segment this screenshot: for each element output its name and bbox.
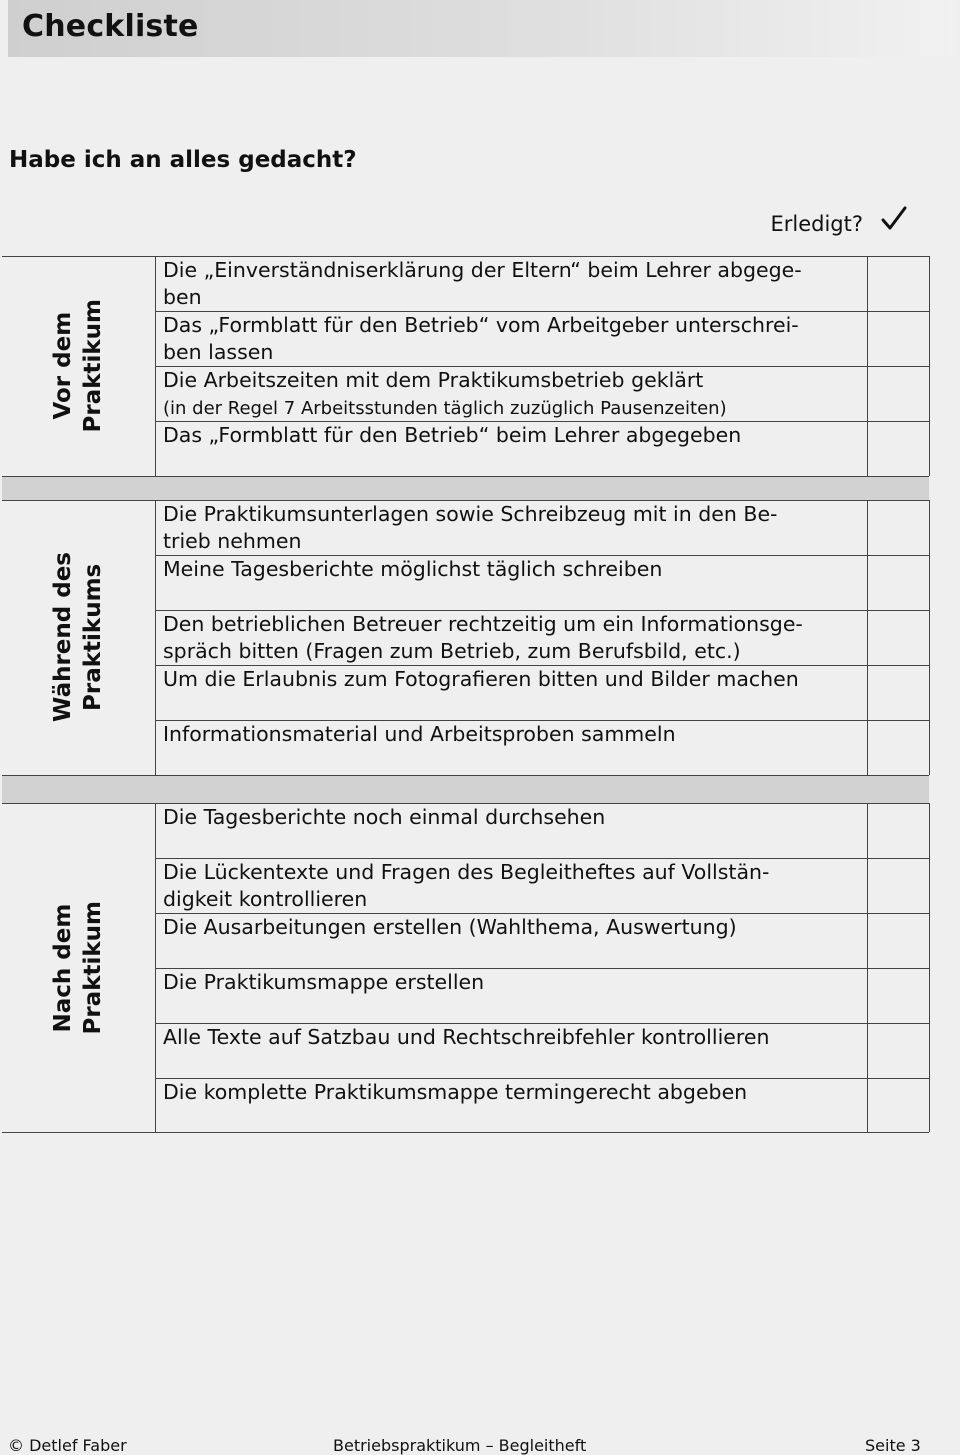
done-checkbox[interactable]	[868, 1024, 929, 1078]
done-checkbox[interactable]	[868, 1079, 929, 1133]
checklist-item-text: Alle Texte auf Satzbau und Rechtschreibfehler kontrollieren	[163, 1024, 770, 1049]
footer-title: Betriebspraktikum – Begleitheft	[333, 1436, 587, 1455]
done-checkbox[interactable]	[868, 969, 929, 1023]
checklist-item-text: Die Arbeitszeiten mit dem Praktikumsbetrieb geklärt	[163, 367, 704, 392]
checklist-item-text: Die Praktikumsunterlagen sowie Schreibzeug mit in den Be- trieb nehmen	[163, 502, 778, 553]
done-checkbox[interactable]	[868, 721, 929, 775]
phase-label	[3, 803, 153, 1132]
table-right-border	[929, 803, 930, 1132]
checkmark-icon	[880, 205, 908, 233]
checklist-item-text: Den betrieblichen Betreuer rechtzeitig um ein Informationsge- spräch bitten (Fragen zum Betrieb, zum Berufsbild, etc.)	[163, 611, 803, 663]
checklist-item-text: Die Tagesberichte noch einmal durchsehen	[163, 805, 606, 829]
checklist-item	[163, 422, 861, 449]
done-checkbox[interactable]	[868, 666, 929, 720]
checklist-item	[163, 859, 861, 913]
table-right-border	[929, 256, 930, 476]
checklist-item-text: Meine Tagesberichte möglichst täglich schreiben	[163, 556, 663, 581]
checklist-item	[163, 1079, 861, 1106]
checklist-item	[163, 804, 861, 831]
done-checkbox[interactable]	[868, 556, 929, 610]
done-checkbox[interactable]	[868, 611, 929, 665]
checklist-item	[163, 501, 861, 555]
footer-page-number: Seite 3	[865, 1436, 921, 1455]
done-column-label: Erledigt?	[770, 212, 863, 236]
checklist-item-text: Informationsmaterial und Arbeitsproben sammeln	[163, 721, 676, 746]
table-right-border	[929, 500, 930, 775]
checklist-item	[163, 1024, 861, 1051]
done-checkbox[interactable]	[868, 914, 929, 968]
checklist-item-text: Die Praktikumsmappe erstellen	[163, 969, 485, 994]
section-separator	[2, 776, 929, 804]
checklist-item	[163, 257, 861, 311]
done-checkbox[interactable]	[868, 501, 929, 555]
checklist-item-text: Um die Erlaubnis zum Fotografieren bitten und Bilder machen	[163, 666, 799, 691]
done-checkbox[interactable]	[868, 312, 929, 366]
checklist-item-note: (in der Regel 7 Arbeitsstunden täglich zuzüglich Pausenzeiten)	[163, 397, 727, 419]
checklist-item-text: Die komplette Praktikumsmappe termingerecht abgeben	[163, 1079, 748, 1104]
checklist-item	[163, 969, 861, 996]
phase-label	[3, 500, 153, 775]
done-checkbox[interactable]	[868, 859, 929, 913]
checklist-item-text: Die Lückentexte und Fragen des Begleitheftes auf Vollstän- digkeit kontrollieren	[163, 859, 770, 911]
section-bottom-border	[2, 1132, 929, 1133]
checklist-item	[163, 666, 861, 693]
phase-label-text: Vor dem Praktikum	[50, 299, 106, 433]
footer-copyright: © Detlef Faber	[8, 1436, 127, 1455]
section-separator	[2, 477, 929, 500]
phase-label-text: Während des Praktikums	[50, 552, 106, 723]
checklist-item-text: Das „Formblatt für den Betrieb“ beim Lehrer abgegeben	[163, 422, 742, 447]
phase-label	[3, 256, 153, 476]
done-checkbox[interactable]	[868, 422, 929, 476]
done-checkbox[interactable]	[868, 367, 929, 421]
phase-label-text: Nach dem Praktikum	[50, 900, 106, 1035]
checklist-item-text: Das „Formblatt für den Betrieb“ vom Arbeitgeber unterschrei- ben lassen	[163, 312, 799, 364]
label-column-border	[155, 500, 156, 775]
checklist-item	[163, 721, 861, 748]
done-checkbox[interactable]	[868, 257, 929, 311]
done-checkbox[interactable]	[868, 804, 929, 858]
checklist-item	[163, 367, 861, 421]
checklist-item	[163, 312, 861, 366]
checklist-question: Habe ich an alles gedacht?	[9, 147, 357, 173]
checklist-item	[163, 611, 861, 665]
checklist-item-text: Die Ausarbeitungen erstellen (Wahlthema, Auswertung)	[163, 914, 737, 939]
page-title: Checkliste	[22, 9, 199, 44]
checklist-item	[163, 914, 861, 941]
checklist-item-text: Die „Einverständniserklärung der Eltern“ beim Lehrer abgege- ben	[163, 258, 802, 309]
checklist-item	[163, 556, 861, 583]
